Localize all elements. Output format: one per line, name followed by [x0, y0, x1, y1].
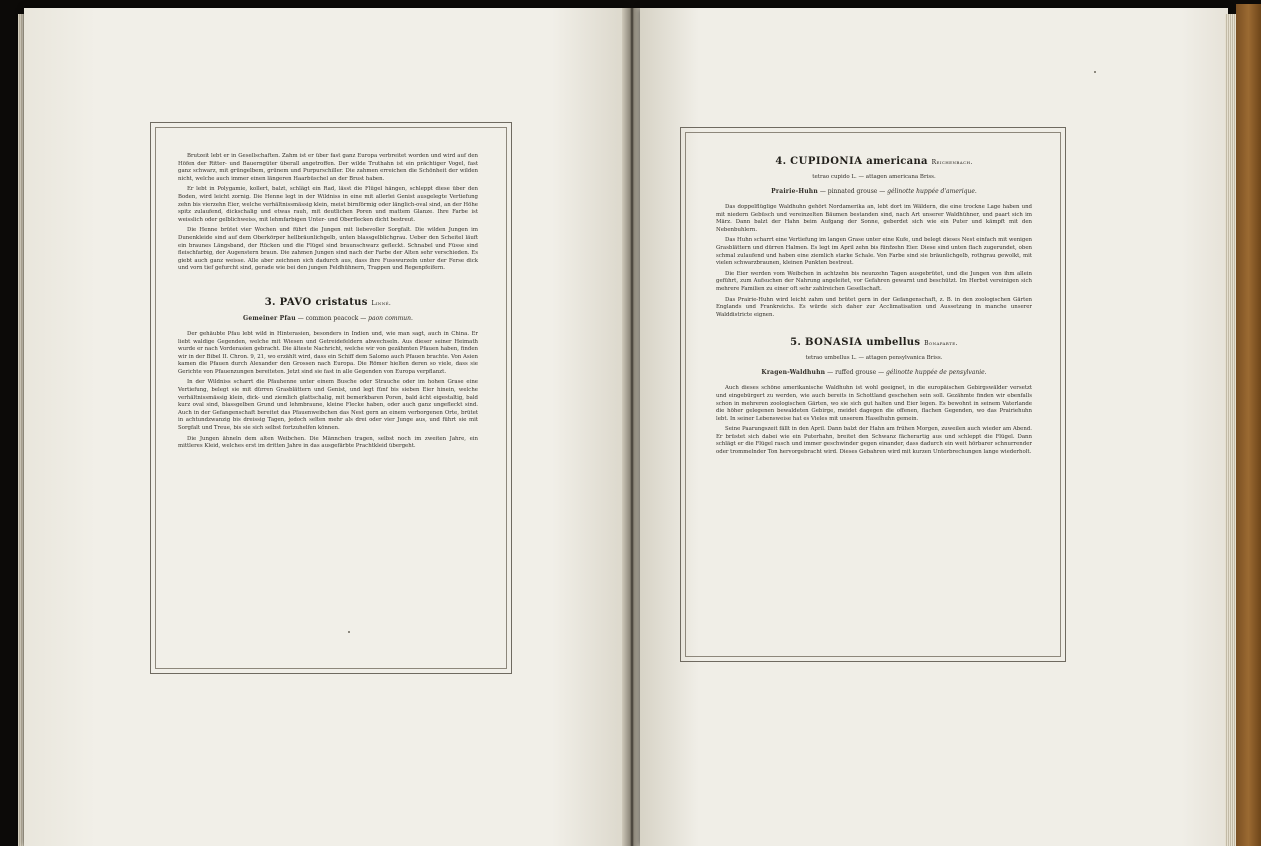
german-name: Gemeiner Pfau	[243, 314, 296, 322]
paragraph: Die Henne brütet vier Wochen und führt die Jungen mit liebevoller Sorgfalt. Die wilden Jungen im Dunenkleide sind auf dem Oberkörper hellbräunlichgelb, unten blassgelblichgrau. Ueber den Scheitel läuft ein braunes Längsband, der Rücken und die Flügel sind braunschwarz gefleckt. Schnabel und Füsse sind fleischfarbig, der Augenstern braun. Die zahmen Jungen sind nach der Farbe der Alten sehr verschieden. Es giebt auch ganz weisse. Alle aber zeichnen sich dadurch aus, dass ihre Fusswurzeln unter der Ferse dick und vorn tief gefurcht sind, gerade wie bei den jungen Feldhühnern, Trappen und Regenpfeifern.	[178, 227, 478, 272]
paper-speck	[348, 631, 350, 633]
english-name: — pinnated grouse —	[819, 188, 886, 195]
paragraph: In der Wildniss scharrt die Pfauhenne unter einem Busche oder Strauche oder im hohen Grase eine Vertiefung, belegt sie mit dürren Grasblättern und Genist, und legt fünf bis sieben Eier hinein, welche verhältnissmässig klein, dick- und ziemlich glattschalig, mit bemerkbaren Poren, bald ächt eigestaltig, bald kurz oval sind, blassgelben Grund und lehmbraune, kleine Flecke haben, oder auch ganz ungefleckt sind. Auch in der Gefangenschaft bereitet das Pfauenweibchen das Nest gern an einem verborgenen Orte, brütet in achtundzwanzig bis dreissig Tagen, jedoch selten mehr als drei oder vier Junge aus, und führt sie mit Sorgfalt und Treue, bis sie sich selbst fortzuhelfen können.	[178, 379, 478, 432]
german-name: Kragen-Waldhuhn	[761, 369, 826, 377]
author-name: Linné.	[371, 299, 392, 307]
paragraph: Auch dieses schöne amerikanische Waldhuhn ist wohl geeignet, in die europäischen Gebirgswälder versetzt und eingebürgert zu werden, wie auch bereits in Schottland geschehen sein soll. Gezähmte finden wir ebenfalls schon in mehreren zoologischen Gärten, wo sie sich gut halten und Eier legen. Es bewohnt in seinem Vaterlande die höher gelegenen bewaldeten Gebirge, meidet dagegen die offenen, flachen Gegenden, wo das Prairiehuhn lebt. In seiner Lebensweise hat es Vieles mit unserem Haselhuhn gemein.	[716, 385, 1032, 422]
genus-name: PAVO	[279, 296, 312, 308]
book-gutter	[622, 8, 642, 846]
synonyms: tetrao umbellus L. — attagen pensylvanica Briss.	[805, 355, 943, 362]
section-heading	[716, 155, 1032, 169]
section-number: 4.	[775, 156, 787, 167]
paragraph: Der gehäubte Pfau lebt wild in Hinterasien, besonders in Indien und, wie man sagt, auch in China. Er liebt waldige Gegenden, welche mit Wiesen und Getreidefeldern abwechseln. Aus dieser seiner Heimath wurde er nach Vorderasien gebracht. Die älteste Nachricht, welche wir von gezähmten Pfauen haben, finden wir in der Bibel II. Chron. 9, 21, wo erzählt wird, dass ein Schiff dem Salomo auch Pfauen brachte. Von Asien kamen die Pfauen durch Alexander den Grossen nach Europa. Die Römer hielten deren so viele, dass sie Gerichte von Pfauenzungen bereiteten. Jetzt sind sie fast in alle Gegenden von Europa verpflanzt.	[178, 330, 478, 375]
paragraph: Brutzeit lebt er in Gesellschaften. Zahm ist er über fast ganz Europa verbreitet worden und wird auf den Höfen der Ritter- und Bauerngüter überall angetroffen. Der wilde Truthahn ist ein prächtiger Vogel, fast ganz schwarz, mit grüngelbem, grünem und Purpurschiller. Die zahmen erreichen die Schönheit der wilden nicht, welche auch immer einen längeren Haarbüschel an der Brust haben.	[178, 153, 478, 182]
genus-name: CUPIDONIA	[790, 156, 863, 167]
common-names	[716, 187, 1032, 196]
french-name: gélinotte huppée d'amerique.	[887, 188, 977, 195]
section-number: 5.	[790, 337, 802, 349]
german-name: Prairie-Huhn	[771, 188, 818, 195]
section-number: 3.	[264, 296, 276, 308]
right-page-text	[716, 155, 1032, 460]
paragraph: Das Huhn scharrt eine Vertiefung im langen Grase unter eine Kufe, und belegt dieses Nest einfach mit wenigen Grasblättern und dürren Halmen. Es legt im April zehn bis fünfzehn Eier. Diese sind unten flach zugerundet, oben schmal zulaufend und haben eine ziemlich starke Schale. Von Farbe sind sie bräunlichgelb, rothgrau gewolkt, mit vielen schwarzbraunen, kleinen Punkten bestreut.	[716, 237, 1032, 267]
section-heading	[178, 296, 478, 310]
synonyms: tetrao cupido L. — attagen americana Briss.	[812, 174, 936, 180]
book-cover-edge	[1236, 4, 1261, 846]
left-page-text	[178, 153, 478, 454]
section-heading	[716, 336, 1032, 350]
paragraph: Seine Paarungszeit fällt in den April. Dann balzt der Hahn am frühen Morgen, zuweilen auch wieder am Abend. Er brüstet sich dabei wie ein Puterhahn, breitet den Schwanz fächerartig aus und schleppt die Flügel. Dann schlägt er die Flügel rasch und immer geschwinder gegen einander, dass dadurch ein weit hörbarer schnurrender oder trommelnder Ton hervorgebracht wird. Dieses Gebahren wird mit kurzen Unterbrechungen lange wiederholt.	[716, 426, 1032, 456]
paragraph: Er lebt in Polygamie, kollert, balzt, schlägt ein Rad, lässt die Flügel hängen, schleppt diese über den Boden, wird leicht zornig. Die Henne legt in der Wildniss in eine mit allerlei Genist ausgelegte Vertiefung zehn bis vierzehn Eier, welche verhältnissmässig klein, meist birnförmig oder länglich-oval sind, an der Höhe spitz zulaufend, dickschalig und etwas rauh, mit deutlichen Poren und mattem Glanze. Ihre Farbe ist weisslich oder gelblichweiss, mit lehmfarbigen Unter- und Oberflecken dicht bestreut.	[178, 186, 478, 223]
author-name: Bonaparte.	[924, 340, 958, 348]
english-name: — ruffed grouse —	[827, 369, 885, 377]
paragraph: Die Jungen ähneln dem alten Weibchen. Die Männchen tragen, selbst noch im zweiten Jahre, ein mittleres Kleid, welches erst im dritten Jahre in das ausgefärbte Prachtkleid übergeht.	[178, 435, 478, 450]
paragraph: Die Eier werden vom Weibchen in achtzehn bis neunzehn Tagen ausgebrütet, und die Jungen von ihm allein geführt, zum Aufsuchen der Nahrung angeleitet, vor Gefahren gewarnt und beschützt. Im Herbst vereinigen sich mehrere Familien zu einer oft sehr zahlreichen Gesellschaft.	[716, 270, 1032, 292]
french-name: gélinotte huppée de pensylvanie.	[886, 369, 987, 377]
paper-speck	[1094, 71, 1096, 73]
species-name: americana	[866, 156, 928, 167]
paragraph: Das doppelflüglige Waldhuhn gehört Nordamerika an, lebt dort im Wäldern, die eine trockne Lage haben und mit niedern Gebüsch und vereinzelten Bäumen bestanden sind, nach Art unserer Waldhühner, und paart sich im März. Dann balzt der Hahn beim Aufgang der Sonne, geberdet sich wie ein Puter und kämpft mit den Nebenbuhlern.	[716, 204, 1032, 233]
english-name: — common peacock —	[297, 314, 367, 322]
species-name: cristatus	[315, 296, 368, 308]
paragraph: Das Prairie-Huhn wird leicht zahm und brütet gern in der Gefangenschaft, z. B. in den zoologischen Gärten Englands und Frankreichs. Es würde sich daher zur Acclimatisation und Aussetzung in manche unserer Walddistricte eignen.	[716, 296, 1032, 318]
common-names	[178, 314, 478, 323]
french-name: paon commun.	[368, 314, 413, 322]
author-name: Reichenbach.	[931, 159, 973, 166]
common-names	[716, 368, 1032, 377]
species-name: umbellus	[866, 337, 921, 349]
genus-name: BONASIA	[805, 337, 863, 349]
